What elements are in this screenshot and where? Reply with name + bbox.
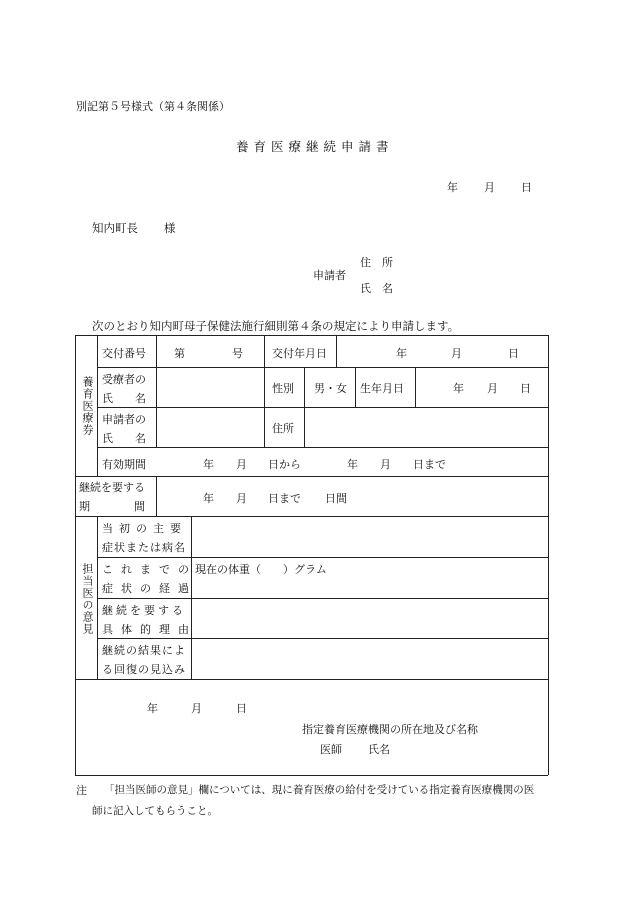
continuation-label-line2: 期 間 xyxy=(79,500,145,513)
date-day: 日 xyxy=(521,181,532,194)
signature-date-day: 日 xyxy=(236,702,247,715)
issue-date-day: 日 xyxy=(508,347,519,360)
continuation-month: 月 xyxy=(236,492,247,505)
opinion-row-2-label-line2: 症状の経過 xyxy=(102,582,197,595)
signature-date-year: 年 xyxy=(147,702,158,715)
birth-date-month: 月 xyxy=(487,382,498,395)
document-title: 養育医療継続申請書 xyxy=(236,139,394,154)
applicant-address-field[interactable] xyxy=(307,410,545,444)
form-reference: 別記第５号様式（第４条関係） xyxy=(76,100,230,113)
opinion-row-4-label-line1: 継続の結果によ xyxy=(102,644,186,657)
note-mark: 注 xyxy=(76,784,87,797)
opinion-row-1-label-line1: 当初の主要 xyxy=(102,522,187,535)
validity-to-year: 年 xyxy=(347,458,358,471)
continuation-days: 日間 xyxy=(325,492,347,505)
institution-label: 指定養育医療機関の所在地及び名称 xyxy=(302,723,478,736)
date-year: 年 xyxy=(447,181,458,194)
doctor-name-label: 氏名 xyxy=(368,743,390,756)
validity-from-day: 日から xyxy=(268,458,301,471)
applicant-name-label-line2: 氏 名 xyxy=(102,432,146,445)
opinion-row-3-label-line1: 継続を要する xyxy=(102,604,186,617)
applicant-address-cell-label: 住所 xyxy=(272,422,294,435)
signature-date-month: 月 xyxy=(191,702,202,715)
note-line-2: 師に記入してもらうこと。 xyxy=(92,805,218,817)
sex-value[interactable]: 男・女 xyxy=(314,382,347,395)
applicant-label: 申請者 xyxy=(313,269,346,282)
birth-date-day: 日 xyxy=(520,382,531,395)
opinion-row-1-label-line2: 症状または病名 xyxy=(102,541,186,554)
birth-date-label: 生年月日 xyxy=(360,382,404,395)
opinion-row-3-field[interactable] xyxy=(195,601,545,635)
patient-label-line2: 氏 名 xyxy=(102,392,146,405)
opinion-row-4-field[interactable] xyxy=(195,642,545,676)
patient-name-field[interactable] xyxy=(159,370,261,404)
issue-date-label: 交付年月日 xyxy=(272,347,327,360)
validity-to-month: 月 xyxy=(380,458,391,471)
birth-date-year: 年 xyxy=(453,382,464,395)
voucher-group-label: 養育医療券 xyxy=(81,376,94,436)
issue-number-label: 交付番号 xyxy=(102,347,146,360)
sex-label: 性別 xyxy=(272,382,294,395)
validity-from-month: 月 xyxy=(236,458,247,471)
issue-date-year: 年 xyxy=(396,347,407,360)
issue-number-value[interactable] xyxy=(188,343,226,359)
date-month: 月 xyxy=(484,181,495,194)
validity-to-day: 日まで xyxy=(413,458,446,471)
doctor-label: 医師 xyxy=(320,743,342,756)
intro-statement: 次のとおり知内町母子保健法施行細則第４条の規定により申請します。 xyxy=(92,319,460,333)
opinion-row-1-field[interactable] xyxy=(195,520,545,554)
validity-label: 有効期間 xyxy=(102,458,146,471)
opinion-row-2-field[interactable]: 現在の体重（ ）グラム xyxy=(195,563,327,576)
applicant-name-field[interactable] xyxy=(159,410,261,444)
continuation-label-line1: 継続を要する xyxy=(79,481,145,494)
addressee: 知内町長 xyxy=(92,221,138,235)
opinion-row-3-label-line2: 具体的理由 xyxy=(102,623,197,636)
addressee-suffix: 様 xyxy=(164,221,176,235)
issue-number-prefix: 第 xyxy=(174,347,185,360)
applicant-address-label: 住 所 xyxy=(360,256,393,269)
opinion-row-4-label-line2: る回復の見込み xyxy=(102,663,186,676)
opinion-group-label: 担当医の意見 xyxy=(81,563,94,635)
applicant-name-label: 氏 名 xyxy=(360,282,393,295)
validity-from-year: 年 xyxy=(203,458,214,471)
note-line-1: 「担当医師の意見」欄については、現に養育医療の給付を受けている指定養育医療機関の医 xyxy=(104,784,535,796)
issue-date-month: 月 xyxy=(451,347,462,360)
issue-number-suffix: 号 xyxy=(232,347,243,360)
continuation-year: 年 xyxy=(203,492,214,505)
applicant-name-label-line1: 申請者の xyxy=(102,413,146,426)
opinion-row-2-label-line1: これまでの xyxy=(102,563,197,576)
patient-label-line1: 受療者の xyxy=(102,373,146,386)
continuation-until: 日まで xyxy=(268,492,301,505)
